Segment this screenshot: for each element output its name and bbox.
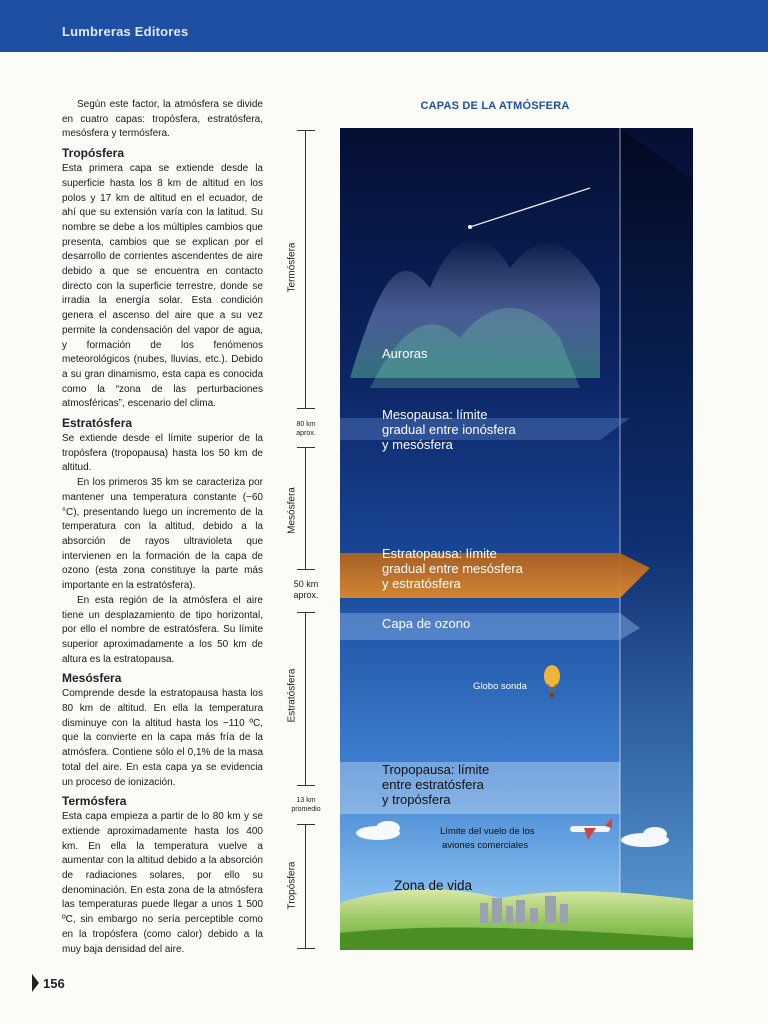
scale-tick xyxy=(297,785,315,786)
page-number: 156 xyxy=(43,976,65,991)
section-paragraph: En los primeros 35 km se caracteriza por mantener una temperatura constante (−60 °C), presentando luego un incremento de la temperatura con la altitud, debido a la absorción de rayos ultravioleta que intervienen en la formación de la capa de ozono (esta zona constituye la parte más importante en la estratósfera). xyxy=(62,477,263,592)
section-paragraph: Se extiende desde el límite superior de la tropósfera (tropopausa) hasta los 50 km de altitud. xyxy=(62,433,263,474)
city-illustration xyxy=(480,896,568,923)
label-estratopausa: Estratopausa: límite gradual entre mesósfera y estratósfera xyxy=(382,546,523,591)
altitude-label: 80 km aprox. xyxy=(296,421,316,437)
scale-tick xyxy=(297,569,315,570)
scale-tick xyxy=(297,447,315,448)
section-heading: Mesósfera xyxy=(62,671,122,686)
section-heading: Termósfera xyxy=(62,794,127,809)
figure-title: CAPAS DE LA ATMÓSFERA xyxy=(420,100,570,112)
layer-label-termosfera: Termósfera xyxy=(286,242,298,293)
section-heading: Tropósfera xyxy=(62,146,125,161)
altitude-label: 13 km promedio xyxy=(291,797,321,813)
scale-line xyxy=(305,824,306,948)
meteor-head xyxy=(468,225,472,229)
altitude-label: 50 km aprox. xyxy=(293,579,319,600)
layer-label-troposfera: Tropósfera xyxy=(286,861,298,910)
section-paragraph: Comprende desde la estratopausa hasta los 80 km de altitud. En ella la temperatura disminuye con la altitud hasta los −110 ºC, que la convierte en la capa más fría de la atmósfera. Contiene sólo el 0,1% de la masa total del aire. En esta capa ya se evidencia un proceso de ionización. xyxy=(62,688,263,788)
label-auroras: Auroras xyxy=(382,346,428,361)
section-heading: Estratósfera xyxy=(62,416,133,431)
section-paragraph: Esta capa empieza a partir de lo 80 km y se extiende aproximadamente hasta los 400 km. En ella la temperatura vuelve a aumentar con la altitud debido a la absorción de radiaciones solares, por ello su denominación. En esta zona de la atmósfera las temperaturas puede llegar a unos 1 500 ºC, sin embargo no sería perceptible como en la tropósfera (como calor) debido a la muy baja densidad del aire. xyxy=(62,811,263,955)
label-limite-vuelo: Límite del vuelo de los aviones comerciales xyxy=(440,826,535,851)
scale-line xyxy=(305,447,306,569)
atmosphere-diagram xyxy=(340,128,693,950)
label-capa-ozono: Capa de ozono xyxy=(382,616,471,631)
label-tropopausa: Tropopausa: límite entre estratósfera y tropósfera xyxy=(382,762,490,807)
section-paragraph: En esta región de la atmósfera el aire tiene un desplazamiento de tipo horizontal, por ello el nombre de estratósfera. Su límite superior aproximadamente a los 50 km de altura es la estratopausa. xyxy=(62,594,263,665)
section-paragraph: Esta primera capa se extiende desde la superficie hasta los 8 km de altitud en los polos y 17 km de altitud en el ecuador, de ahí que su extensión varía con la latitud. Su nombre se debe a los múltiples cambios que presenta, cambios que se explican por el desarrollo de corrientes ascendentes de aire debido a que se encuentra en contacto directo con la superficie terrestre, donde se irradia la energía solar. Esta condición genera el ascenso del aire que a su vez permite la condensación del vapor de agua, y formación de los fenómenos meteorológicos (nubes, lluvias, etc.). Debido a su gran dinamismo, esta capa es conocida como la “zona de las perturbaciones atmosféricas”, escenario del clima. xyxy=(62,163,263,410)
label-zona-vida: Zona de vida xyxy=(394,878,473,893)
scale-tick xyxy=(297,408,315,409)
scale-line xyxy=(305,130,306,408)
layer-label-mesosfera: Mesósfera xyxy=(286,487,298,534)
layer-label-estratosfera: Estratósfera xyxy=(286,668,298,723)
scale-tick xyxy=(297,824,315,825)
scale-line xyxy=(305,612,306,785)
article-text xyxy=(62,98,263,957)
intro-paragraph: Según este factor, la atmósfera se divide en cuatro capas: tropósfera, estratósfera, mesósfera y termósfera. xyxy=(62,99,263,140)
publisher-name: Lumbreras Editores xyxy=(62,24,189,39)
scale-tick xyxy=(297,948,315,949)
scale-tick xyxy=(297,612,315,613)
label-globo-sonda: Globo sonda xyxy=(473,681,527,692)
scale-tick xyxy=(297,130,315,131)
label-mesopausa: Mesopausa: límite gradual entre ionósfera y mesósfera xyxy=(382,407,516,452)
